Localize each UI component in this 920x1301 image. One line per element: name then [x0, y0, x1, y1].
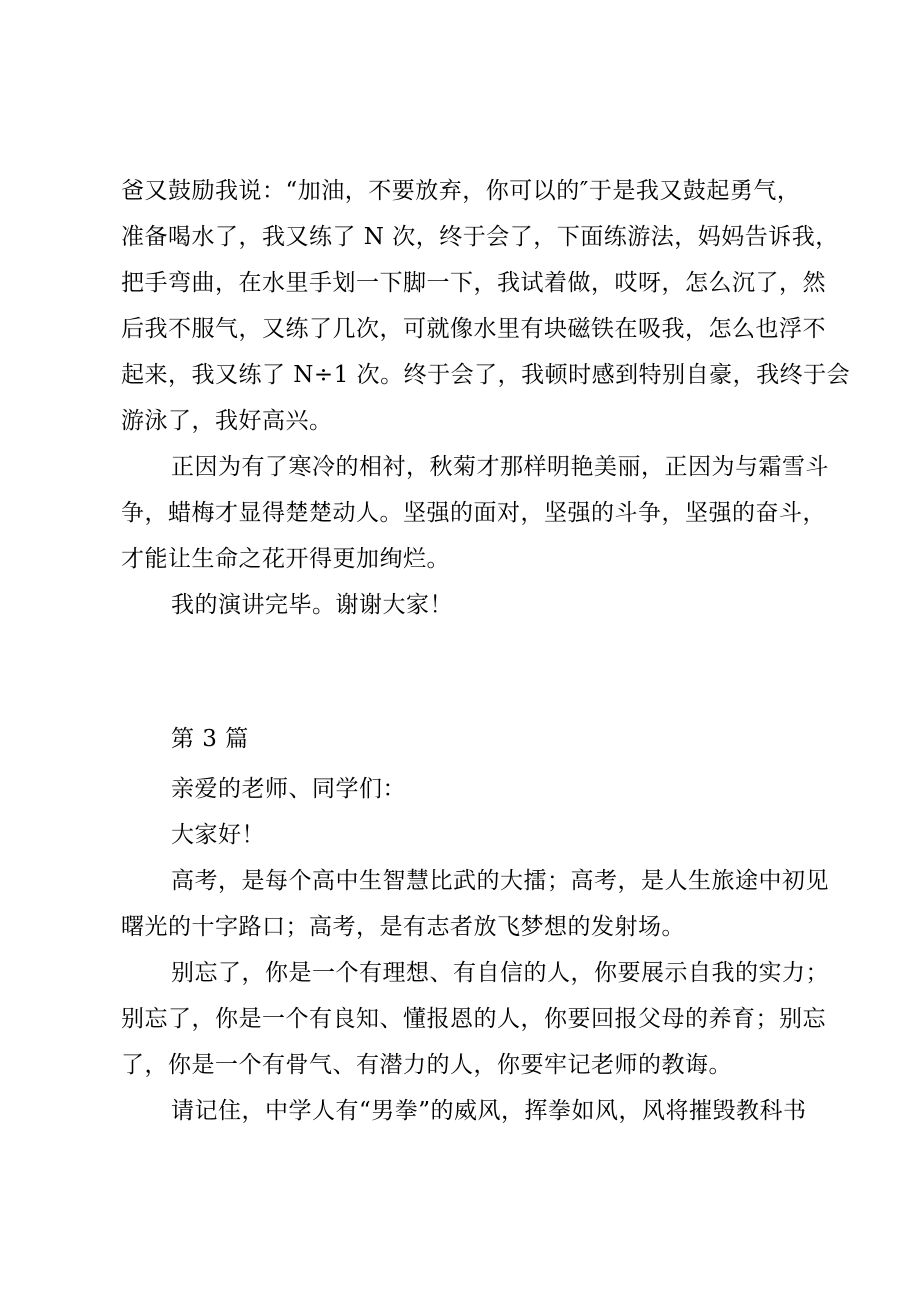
text-line: 后我不服气，又练了几次，可就像水里有块磁铁在吸我，怎么也浮不 [121, 316, 826, 342]
text-line: 争，蜡梅才显得楚楚动人。坚强的面对，坚强的斗争，坚强的奋斗， [121, 500, 826, 526]
text-line: 了，你是一个有骨气、有潜力的人，你要牢记老师的教诲。 [121, 1052, 732, 1078]
paragraph-remember [121, 1088, 811, 1134]
text-line: 正因为有了寒冷的相衬，秋菊才那样明艳美丽，正因为与霜雪斗 [171, 454, 829, 480]
text-line: 爸又鼓励我说：“加油，不要放弃，你可以的″于是我又鼓起勇气， [121, 178, 801, 204]
text-line: 请记住，中学人有“男拳”的威风，挥拳如风，风将摧毁教科书 [171, 1098, 807, 1124]
text-line: 准备喝水了，我又练了 N 次，终于会了，下面练游法，妈妈告诉我， [121, 224, 839, 250]
text-line: 起来，我又练了 N÷1 次。终于会了，我顿时感到特别自豪，我终于会 [121, 362, 851, 388]
text-line: 高考，是每个高中生智慧比武的大擂；高考，是人生旅途中初见 [171, 868, 829, 894]
paragraph-chrysanthemum-plum [121, 444, 829, 582]
section-heading [121, 716, 811, 762]
paragraph-gaokao-intro [121, 858, 829, 950]
text-line: 我的演讲完毕。谢谢大家！ [171, 592, 453, 618]
text-line: 亲爱的老师、同学们： [171, 776, 406, 802]
paragraph-swimming-story [121, 168, 851, 444]
text-line: 大家好！ [171, 822, 265, 848]
page-title: 第 3 篇 [171, 726, 249, 752]
text-line: 才能让生命之花开得更加绚烂。 [121, 546, 450, 572]
salutation [121, 766, 811, 812]
paragraph-dont-forget [121, 950, 829, 1088]
paragraph-speech-end [121, 582, 811, 628]
text-line: 曙光的十字路口；高考，是有志者放飞梦想的发射场。 [121, 914, 685, 940]
text-line: 游泳了，我好高兴。 [121, 408, 333, 434]
greeting [121, 812, 811, 858]
text-line: 把手弯曲，在水里手划一下脚一下，我试着做，哎呀，怎么沉了，然 [121, 270, 826, 296]
text-line: 别忘了，你是一个有理想、有自信的人，你要展示自我的实力； [171, 960, 829, 986]
text-line: 别忘了，你是一个有良知、懂报恩的人，你要回报父母的养育；别忘 [121, 1006, 826, 1032]
